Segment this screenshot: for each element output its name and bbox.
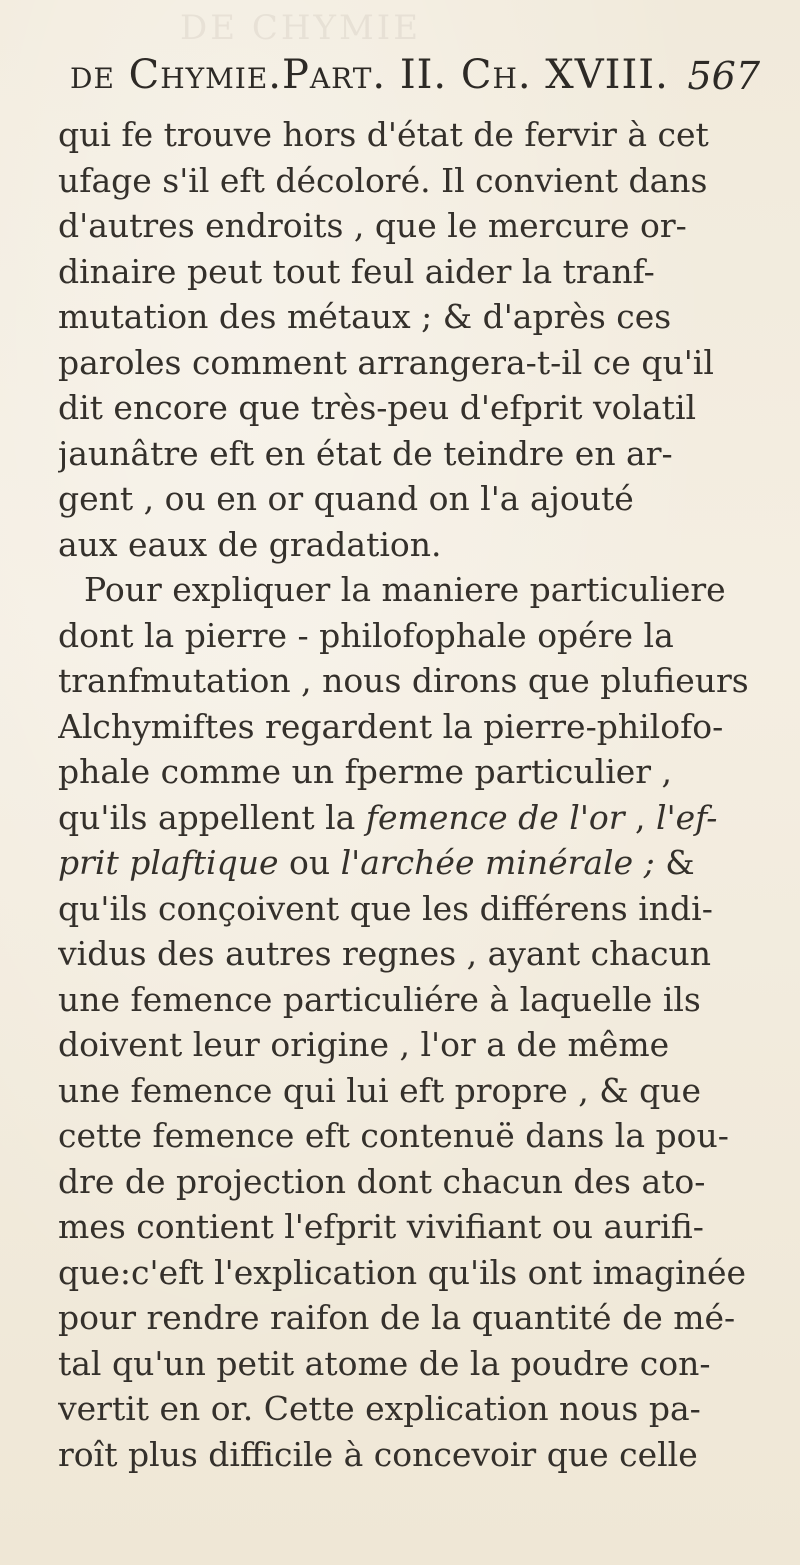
page-number: 567 — [687, 54, 760, 98]
text-line — [58, 431, 768, 477]
text-segment: dont la pierre - philofophale opére la — [58, 615, 674, 655]
text-segment: cette femence eft contenuë dans la pou- — [58, 1116, 729, 1155]
text-line — [58, 1022, 768, 1068]
running-header — [70, 52, 760, 112]
text-segment: gent , ou en or quand on l'a ajouté — [58, 479, 634, 518]
text-segment: une femence qui lui eft propre , & que — [58, 1070, 702, 1110]
text-line — [58, 931, 768, 977]
bleed-through-text: DE CHYMIE — [180, 8, 422, 48]
text-segment: que:c'eft l'explication qu'ils ont imaginée — [58, 1252, 747, 1292]
text-segment: vidus des autres regnes , ayant chacun — [58, 934, 712, 973]
italic-text: prit plaftique — [58, 843, 279, 882]
text-segment: roît plus difficile à concevoir que celle — [58, 1434, 698, 1474]
text-line — [58, 658, 768, 704]
running-title: de Chymie.Part. II. Ch. XVIII. — [70, 52, 669, 98]
text-line — [58, 522, 768, 568]
text-segment: tranfmutation , nous dirons que plufieurs — [58, 661, 749, 700]
text-line — [58, 749, 768, 795]
text-line — [58, 294, 768, 340]
text-line — [58, 1068, 768, 1114]
text-line — [58, 886, 768, 932]
text-line — [58, 840, 768, 886]
text-segment: ou — [278, 843, 341, 882]
text-line — [58, 112, 768, 158]
text-segment: d'autres endroits , que le mercure or- — [58, 206, 687, 245]
text-segment: & — [654, 843, 695, 882]
text-segment: pour rendre raifon de la quantité de mé- — [58, 1298, 736, 1337]
text-line — [58, 1204, 768, 1250]
text-segment: tal qu'un petit atome de la poudre con- — [58, 1343, 711, 1383]
text-line — [58, 613, 768, 659]
text-line — [58, 385, 768, 431]
text-segment: jaunâtre eft en état de teindre en ar- — [58, 433, 673, 473]
text-segment: qu'ils conçoivent que les différens indi- — [58, 888, 713, 928]
text-segment: dinaire peut tout feul aider la tranf- — [58, 251, 655, 291]
text-line — [58, 567, 768, 613]
text-line — [58, 1250, 768, 1296]
text-line — [58, 158, 768, 204]
text-segment: mutation des métaux ; & d'après ces — [58, 297, 672, 336]
italic-text: l'ef- — [656, 797, 718, 837]
text-line — [58, 1113, 768, 1159]
text-segment: paroles comment arrangera-t-il ce qu'il — [58, 342, 714, 382]
text-segment: phale comme un fperme particulier , — [58, 752, 673, 791]
text-line — [58, 249, 768, 295]
text-line — [58, 1295, 768, 1341]
text-line — [58, 1432, 768, 1478]
italic-text: l'archée minérale ; — [340, 843, 655, 882]
text-segment: mes contient l'efprit vivifiant ou aurifi- — [58, 1207, 704, 1246]
text-segment: vertit en or. Cette explication nous pa- — [58, 1389, 701, 1428]
italic-text: femence de l'or — [365, 797, 625, 837]
text-segment: aux eaux de gradation. — [58, 524, 442, 564]
text-line — [58, 476, 768, 522]
text-line — [58, 1341, 768, 1387]
text-segment: qu'ils appellent la — [58, 797, 366, 837]
text-line — [58, 1159, 768, 1205]
text-segment: dre de projection dont chacun des ato- — [58, 1161, 706, 1201]
text-segment: Pour expliquer la maniere particuliere — [84, 570, 726, 609]
text-segment: , — [624, 797, 657, 837]
text-segment: ufage s'il eft décoloré. Il convient dans — [58, 160, 708, 200]
text-segment: doivent leur origine , l'or a de même — [58, 1025, 670, 1064]
text-body — [58, 112, 768, 1477]
text-segment: Alchymiftes regardent la pierre-philofo- — [58, 706, 724, 746]
text-segment: qui fe trouve hors d'état de fervir à cet — [58, 115, 709, 154]
text-segment: une femence particuliére à laquelle ils — [58, 979, 701, 1019]
text-line — [58, 1386, 768, 1432]
text-line — [58, 203, 768, 249]
text-line — [58, 340, 768, 386]
text-line — [58, 704, 768, 750]
text-line — [58, 977, 768, 1023]
text-line — [58, 795, 768, 841]
text-segment: dit encore que très-peu d'efprit volatil — [58, 388, 697, 427]
